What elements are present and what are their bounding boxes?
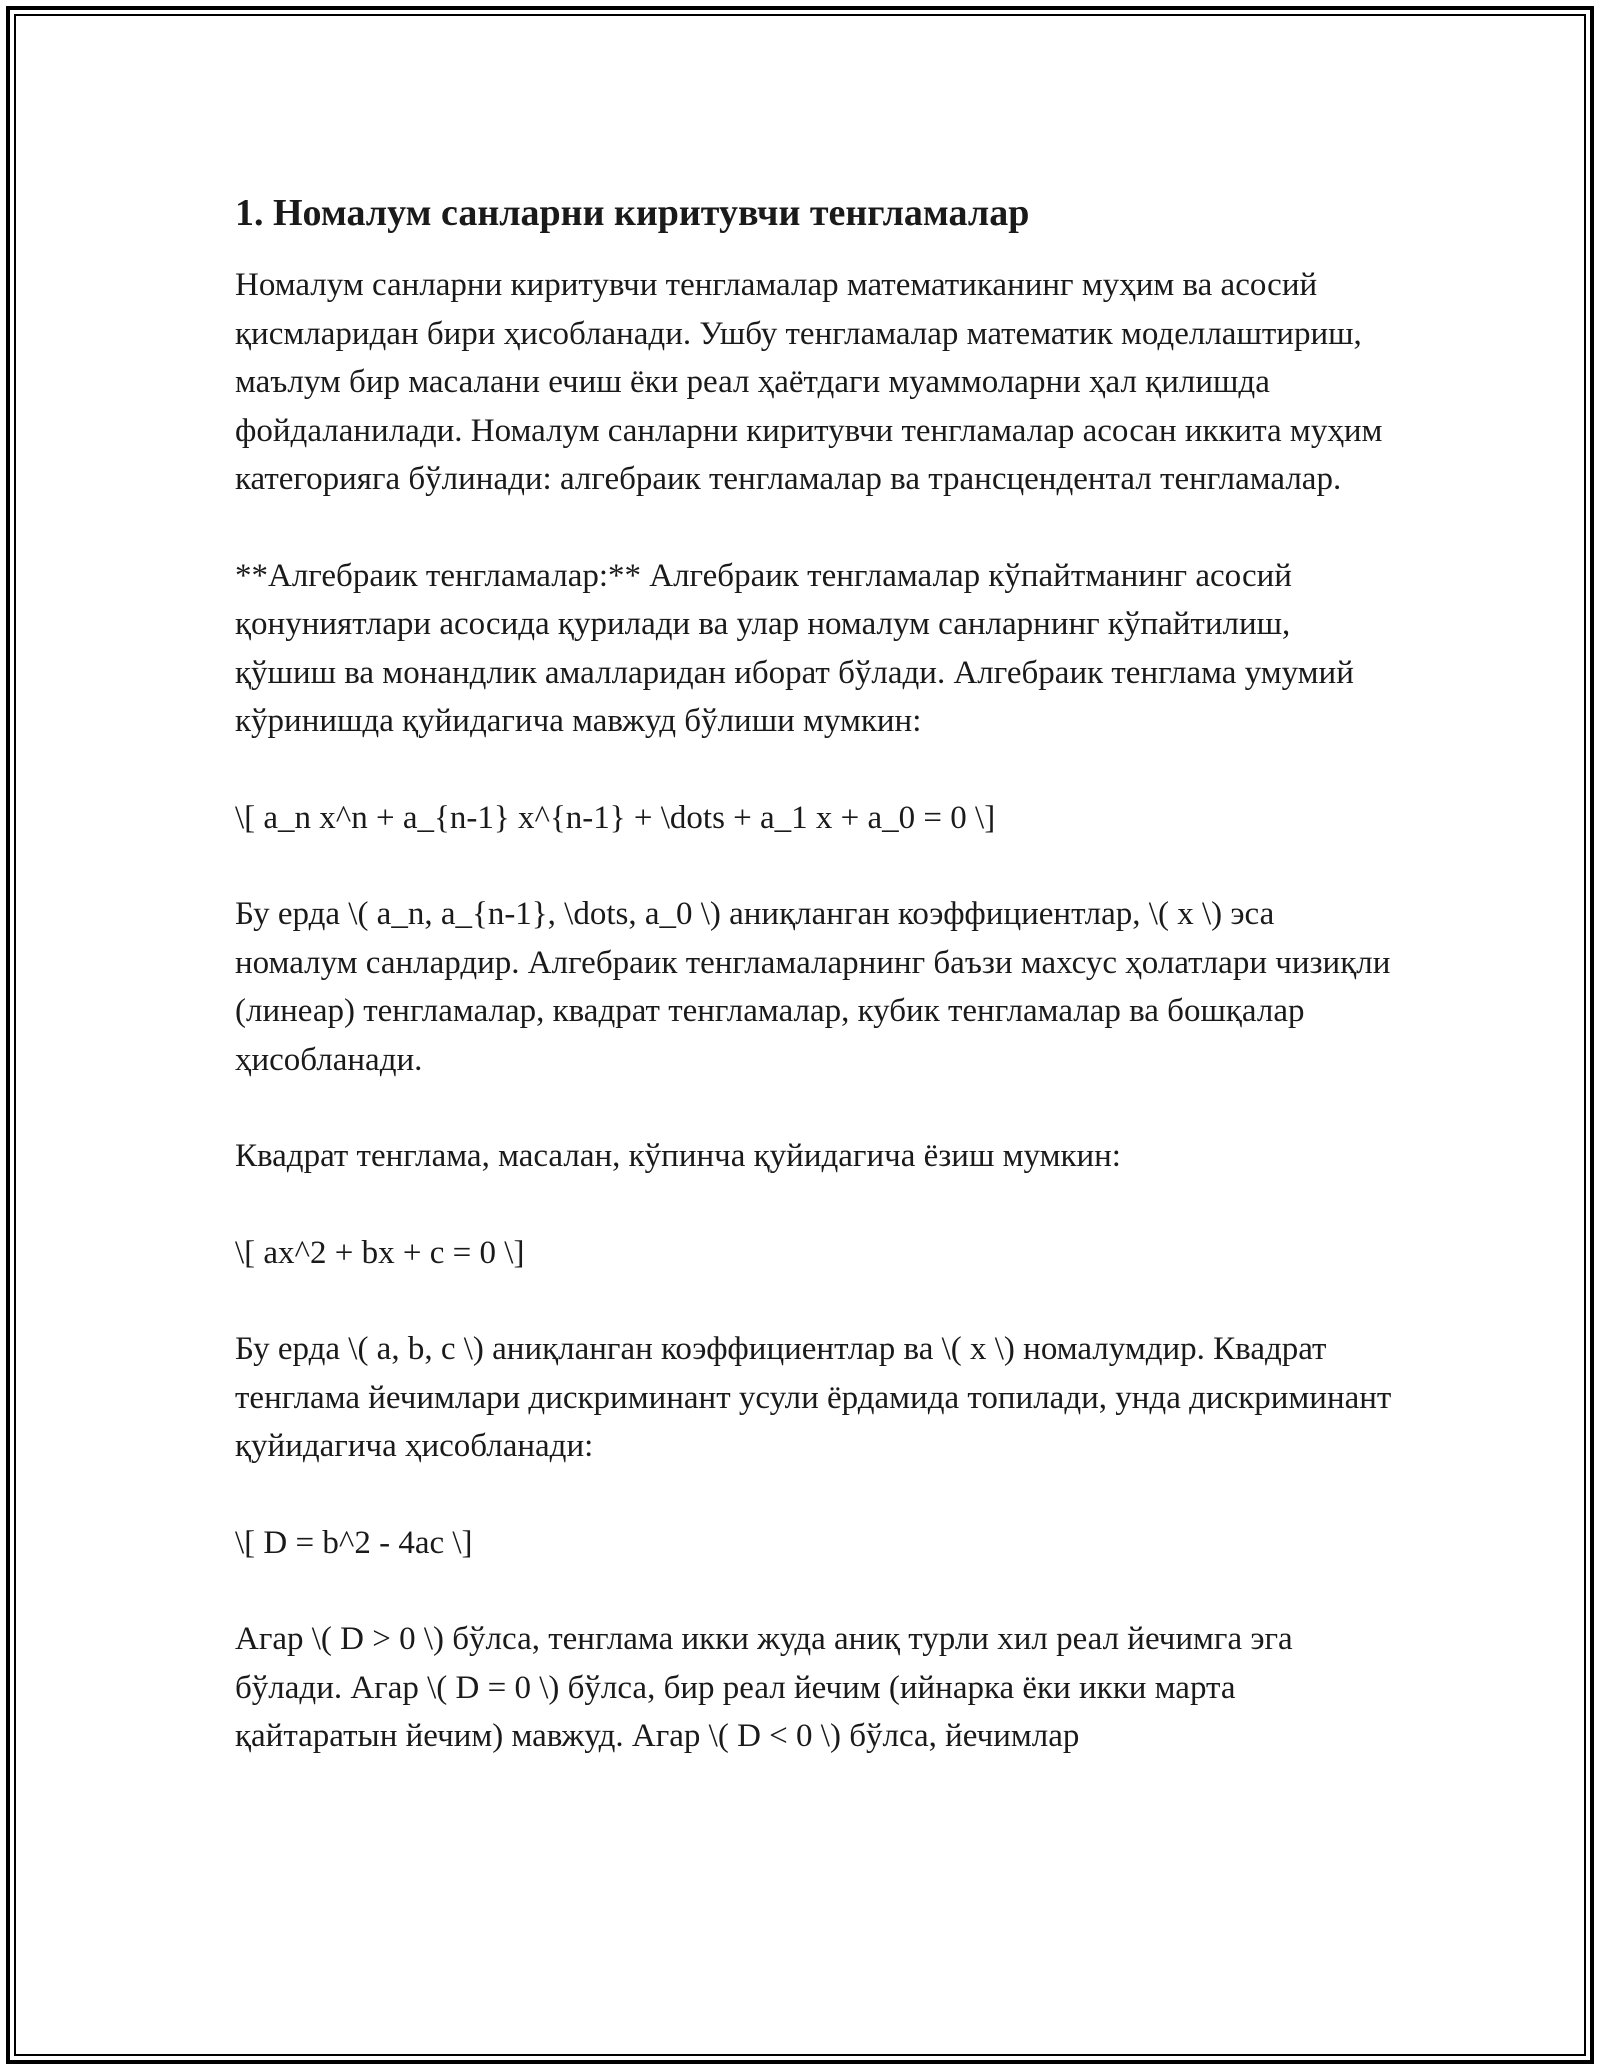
section-heading: 1. Номалум санларни киритувчи тенгламалар (235, 192, 1030, 234)
quadratic-formula: \[ ax^2 + bx + c = 0 \] (235, 1234, 525, 1271)
intro-paragraph: Номалум санларни киритувчи тенгламалар математиканинг муҳим ва асосий қисмларидан бири ҳисобланади. Ушбу тенгламалар математик моделлаштириш, маълум бир масалани ечиш ёки реал ҳаётдаги муаммоларни ҳал қилишда фойдаланилади. Номалум санларни киритувчи тенгламалар асосан иккита муҳим категорияга бўлинади: алгебраик тенгламалар ва трансцендентал тенгламалар. (235, 267, 1383, 497)
discriminant-intro-paragraph: Бу ерда \( a, b, c \) аниқланган коэффициентлар ва \( x \) номалумдир. Квадрат тенглама йечимлари дискриминант усули ёрдамида топилади, унда дискриминант қуйидагича ҳисобланади: (235, 1331, 1392, 1464)
discriminant-formula: \[ D = b^2 - 4ac \] (235, 1524, 473, 1561)
discriminant-cases-paragraph: Агар \( D > 0 \) бўлса, тенглама икки жуда аниқ турли хил реал йечимга эга бўлади. Агар \( D = 0 \) бўлса, бир реал йечим (ийнарка ёки икки марта қайтаратын йечим) мавжуд. Агар \( D < 0 \) бўлса, йечимлар (235, 1621, 1293, 1754)
general-polynomial-formula: \[ a_n x^n + a_{n-1} x^{n-1} + \dots + a_1 x + a_0 = 0 \] (235, 799, 996, 836)
coefficients-paragraph: Бу ерда \( a_n, a_{n-1}, \dots, a_0 \) аниқланган коэффициентлар, \( x \) эса номалум санлардир. Алгебраик тенгламаларнинг баъзи махсус ҳолатлари чизиқли (линеар) тенгламалар, квадрат тенгламалар, кубик тенгламалар ва бошқалар ҳисобланади. (235, 896, 1391, 1078)
document-body (235, 185, 1395, 1761)
algebraic-equations-paragraph: **Алгебраик тенгламалар:** Алгебраик тенгламалар кўпайтманинг асосий қонуниятлари асосида қурилади ва улар номалум санларнинг кўпайтилиш, қўшиш ва монандлик амалларидан иборат бўлади. Алгебраик тенглама умумий кўринишда қуйидагича мавжуд бўлиши мумкин: (235, 557, 1354, 739)
quadratic-intro-paragraph: Квадрат тенглама, масалан, кўпинча қуйидагича ёзиш мумкин: (235, 1138, 1121, 1174)
